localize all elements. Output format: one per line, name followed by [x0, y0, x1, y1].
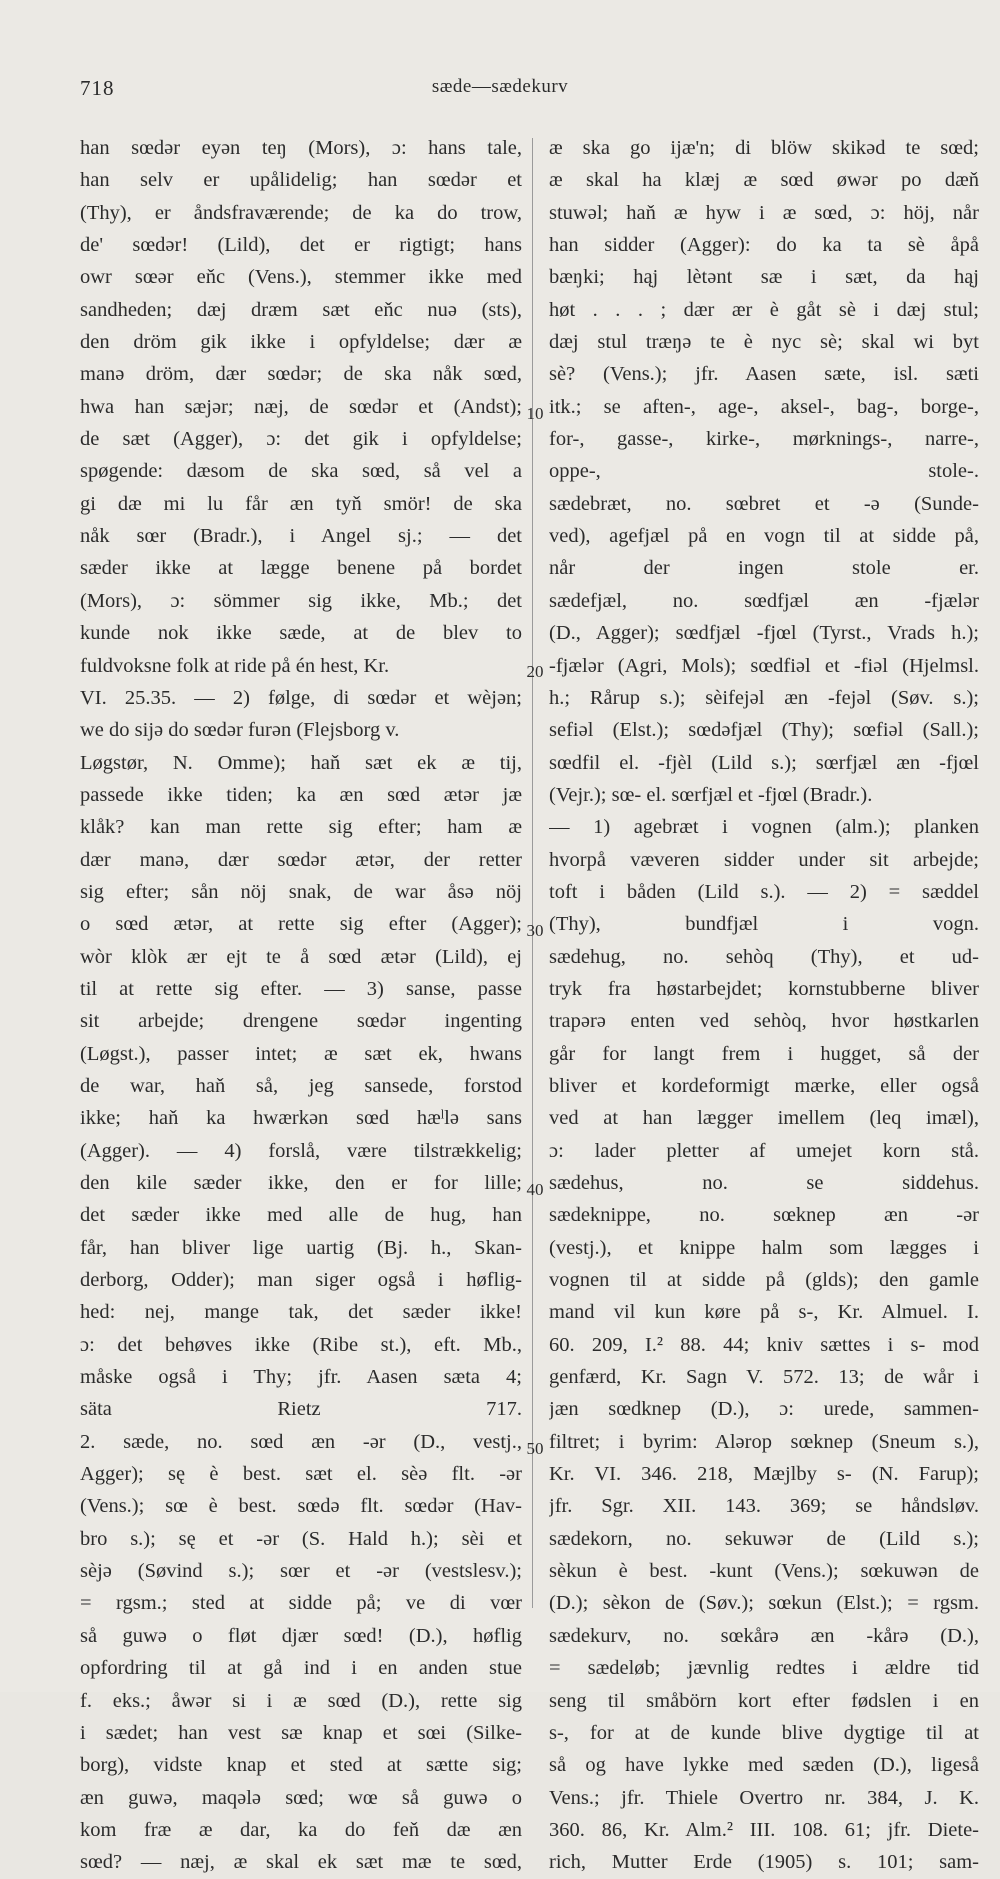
left-column	[80, 132, 522, 1879]
text-line: sædebræt, no. sœbret et -ə (Sunde-	[549, 492, 979, 515]
text-line: manə dröm, dær sœdər; de ska nåk sœd,	[80, 363, 522, 386]
text-line: toft i båden (Lild s.). — 2) = sæddel	[549, 880, 979, 903]
text-line: Agger); sę è best. sæt el. sèə flt. -ər	[80, 1463, 522, 1486]
text-line: rich, Mutter Erde (1905) s. 101; sam-	[549, 1851, 979, 1874]
column-divider	[532, 138, 533, 1608]
text-line: gi dæ mi lu får æn tyň smör! de ska	[80, 492, 522, 515]
text-line: sædeknippe, no. sœknep æn -ər	[549, 1204, 979, 1227]
text-line: jfr. Sgr. XII. 143. 369; se håndsløv.	[549, 1495, 979, 1518]
text-line: Løgstør, N. Omme); haň sæt ek æ tij,	[80, 751, 522, 774]
text-line: = rgsm.; sted at sidde på; ve di vœr	[80, 1592, 522, 1615]
text-line: de sæt (Agger), ɔ: det gik i opfyldelse;	[80, 428, 522, 451]
text-line: vognen til at sidde på (glds); den gamle	[549, 1269, 979, 1292]
text-line: han selv er upålidelig; han sœdər et	[80, 169, 522, 192]
text-line: (Vejr.); sœ- el. sœrfjæl et -fjœl (Bradr.).	[549, 783, 873, 806]
text-line: jæn sœdknep (D.), ɔ: urede, sammen-	[549, 1398, 979, 1421]
text-line: det sæder ikke med alle de hug, han	[80, 1204, 522, 1227]
text-line: dæj stul træŋə te è nyc sè; skal wi byt	[549, 331, 979, 354]
text-line: (Løgst.), passer intet; æ sæt ek, hwans	[80, 1042, 522, 1065]
text-line: ɔ: lader pletter af umejet korn stå.	[549, 1139, 979, 1162]
text-line: ved), agefjæl på en vogn til at sidde på,	[549, 525, 979, 548]
text-line: -fjælər (Agri, Mols); sœdfiəl et -fiəl (Hjelmsl.	[549, 654, 979, 677]
text-line: sædefjæl, no. sœdfjæl æn -fjælər	[549, 589, 979, 612]
text-line: mand vil kun køre på s-, Kr. Almuel. I.	[549, 1301, 979, 1324]
text-line: bro s.); sę et -ər (S. Hald h.); sèi et	[80, 1527, 522, 1550]
text-line: wòr klòk ær ejt te å sœd ætər (Lild), ej	[80, 945, 522, 968]
text-line: hvorpå væveren sidder under sit arbejde;	[549, 848, 979, 871]
text-line: (D., Agger); sœdfjæl -fjœl (Tyrst., Vrads h.);	[549, 622, 979, 645]
text-line: æ skal ha klæj æ sœd øwər po dæň	[549, 169, 979, 192]
line-number-40: 40	[526, 1180, 544, 1199]
text-line: (D.); sèkon de (Søv.); sœkun (Elst.); = rgsm.	[549, 1592, 979, 1615]
line-number-20: 20	[526, 662, 544, 681]
text-line: sœdfil el. -fjèl (Lild s.); sœrfjæl æn -fjœl	[549, 751, 979, 774]
text-line: sig efter; sån nöj snak, de war åsə nöj	[80, 880, 522, 903]
text-line: 60. 209, I.² 88. 44; kniv sættes i s- mod	[549, 1333, 979, 1356]
text-line: får, han bliver lige uartig (Bj. h., Skan-	[80, 1236, 522, 1259]
text-line: kunde nok ikke sæde, at de blev to	[80, 622, 522, 645]
text-line: opfordring til at gå ind i en anden stue	[80, 1657, 522, 1680]
text-line: tryk fra høstarbejdet; kornstubberne bliver	[549, 977, 979, 1000]
text-line: s-, for at de kunde blive dygtige til at	[549, 1721, 979, 1744]
text-line: spøgende: dæsom de ska sœd, så vel a	[80, 460, 522, 483]
text-line: den kile sæder ikke, den er for lille;	[80, 1172, 522, 1194]
line-number-50: 50	[526, 1439, 544, 1458]
text-line: 360. 86, Kr. Alm.² III. 108. 61; jfr. Diete-	[549, 1818, 979, 1841]
text-line: h.; Rårup s.); sèifejəl æn -fejəl (Søv. s.);	[549, 686, 979, 709]
text-line: ved at han lægger imellem (leq imæl),	[549, 1107, 979, 1130]
text-line: dær manə, dær sœdər ætər, der retter	[80, 848, 522, 871]
text-line: kom fræ æ dar, ka do feň dæ æn	[80, 1818, 522, 1841]
text-line: sèkun è best. -kunt (Vens.); sœkuwən de	[549, 1560, 979, 1583]
text-line: 2. sæde, no. sœd æn -ər (D., vestj.,	[80, 1430, 522, 1453]
text-line: we do sijə do sœdər furən (Flejsborg v.	[80, 719, 400, 742]
right-column	[549, 132, 979, 1879]
text-line: sœd? — næj, æ skal ek sæt mæ te sœd,	[80, 1851, 522, 1874]
running-head: sæde—sædekurv	[431, 76, 569, 97]
text-line: filtret; i byrim: Alərop sœknep (Sneum s.),	[549, 1430, 979, 1453]
text-line: bliver et kordeformigt mærke, eller også	[549, 1074, 979, 1097]
text-line: han sœdər eyən teŋ (Mors), ɔ: hans tale,	[80, 137, 522, 159]
text-line: måske også i Thy; jfr. Aasen sæta 4;	[80, 1366, 522, 1389]
text-line: itk.; se aften-, age-, aksel-, bag-, borge-,	[549, 395, 979, 418]
text-line: f. eks.; åwər si i æ sœd (D.), rette sig	[80, 1689, 522, 1712]
text-line: VI. 25.35. — 2) følge, di sœdər et wèjən;	[80, 686, 522, 709]
text-line: Vens.; jfr. Thiele Overtro nr. 384, J. K.	[549, 1786, 979, 1809]
text-line: sit arbejde; drengene sœdər ingenting	[80, 1010, 522, 1033]
text-line: ikke; haň ka hwærkən sœd hæˡlə sans	[80, 1107, 522, 1130]
text-line: sefiəl (Elst.); sœdəfjæl (Thy); sœfiəl (Sall.);	[549, 719, 979, 742]
text-line: trapərə enten ved sehòq, hvor høstkarlen	[549, 1010, 979, 1033]
text-line: de war, haň så, jeg sansede, forstod	[80, 1074, 522, 1097]
text-line: sandheden; dæj dræm sæt eňc nuə (sts),	[80, 298, 522, 321]
text-line: så guwə o fløt djær sœd! (D.), høflig	[80, 1624, 522, 1647]
line-number-30: 30	[526, 921, 544, 940]
text-line: — 1) agebræt i vognen (alm.); planken	[549, 816, 979, 839]
text-line: säta Rietz 717.	[80, 1398, 522, 1421]
text-line: for-, gasse-, kirke-, mørknings-, narre-,	[549, 428, 979, 451]
text-line: hed: nej, mange tak, det sæder ikke!	[80, 1301, 522, 1324]
text-line: han sidder (Agger): do ka ta sè åpå	[549, 234, 979, 257]
text-line: (Vens.); sœ è best. sœdə flt. sœdər (Hav-	[80, 1495, 522, 1518]
text-line: (Mors), ɔ: sömmer sig ikke, Mb.; det	[80, 589, 522, 612]
text-line: klåk? kan man rette sig efter; ham æ	[80, 816, 522, 839]
text-line: Kr. VI. 346. 218, Mæjlby s- (N. Farup);	[549, 1463, 979, 1486]
text-line: æ ska go ijæ'n; di blöw skikəd te sœd;	[549, 137, 979, 159]
text-line: sædehug, no. sehòq (Thy), et ud-	[549, 945, 979, 968]
text-line: sædekorn, no. sekuwər de (Lild s.);	[549, 1527, 979, 1550]
text-line: (vestj.), et knippe halm som lægges i	[549, 1236, 979, 1259]
page-number: 718	[80, 76, 115, 100]
text-line: genfærd, Kr. Sagn V. 572. 13; de wår i	[549, 1366, 979, 1389]
text-line: fuldvoksne folk at ride på én hest, Kr.	[80, 654, 390, 677]
text-line: (Thy), bundfjæl i vogn.	[549, 913, 979, 936]
text-line: sædehus, no. se siddehus.	[549, 1172, 979, 1194]
line-number-10: 10	[526, 404, 544, 423]
text-line: = sædeløb; jævnlig redtes i ældre tid	[549, 1657, 979, 1680]
text-line: sèjə (Søvind s.); sœr et -ər (vestslesv.);	[80, 1560, 522, 1583]
text-line: når der ingen stole er.	[549, 557, 979, 580]
text-line: sè? (Vens.); jfr. Aasen sæte, isl. sæti	[549, 363, 979, 386]
text-line: passede ikke tiden; ka æn sœd ætər jæ	[80, 783, 522, 806]
text-line: seng til småbörn kort efter fødslen i en	[549, 1689, 979, 1712]
text-line: de' sœdər! (Lild), det er rigtigt; hans	[80, 234, 522, 257]
text-line: (Thy), er åndsfraværende; de ka do trow,	[80, 201, 522, 224]
text-line: går for langt frem i hugget, så der	[549, 1042, 979, 1065]
text-line: bæŋki; hąj lètənt sæ i sæt, da hąj	[549, 266, 979, 289]
page-header	[0, 76, 1000, 106]
text-line: derborg, Odder); man siger også i høflig-	[80, 1269, 522, 1292]
text-line: i sædet; han vest sæ knap et sœi (Silke-	[80, 1721, 522, 1744]
text-line: o sœd ætər, at rette sig efter (Agger);	[80, 913, 522, 936]
text-line: den dröm gik ikke i opfyldelse; dær æ	[80, 331, 522, 354]
text-line: borg), vidste knap et sted at sætte sig;	[80, 1754, 522, 1777]
text-line: til at rette sig efter. — 3) sanse, passe	[80, 977, 522, 1000]
text-line: så og have lykke med sæden (D.), ligeså	[549, 1754, 979, 1777]
text-line: (Agger). — 4) forslå, være tilstrækkelig;	[80, 1139, 522, 1162]
text-line: høt . . . ; dær ær è gåt sè i dæj stul;	[549, 298, 979, 321]
text-line: æn guwə, maqələ sœd; wœ så guwə o	[80, 1786, 522, 1809]
text-line: oppe-, stole-.	[549, 460, 979, 483]
text-line: stuwəl; haň æ hyw i æ sœd, ɔ: höj, når	[549, 201, 979, 224]
text-line: sædekurv, no. sœkårə æn -kårə (D.),	[549, 1624, 979, 1647]
text-line: hwa han sæjər; næj, de sœdər et (Andst);	[80, 395, 522, 418]
text-line: owr sœər eňc (Vens.), stemmer ikke med	[80, 266, 522, 289]
text-line: ɔ: det behøves ikke (Ribe st.), eft. Mb.,	[80, 1333, 522, 1356]
text-line: sæder ikke at lægge benene på bordet	[80, 557, 522, 580]
text-line: nåk sœr (Bradr.), i Angel sj.; — det	[80, 525, 522, 548]
